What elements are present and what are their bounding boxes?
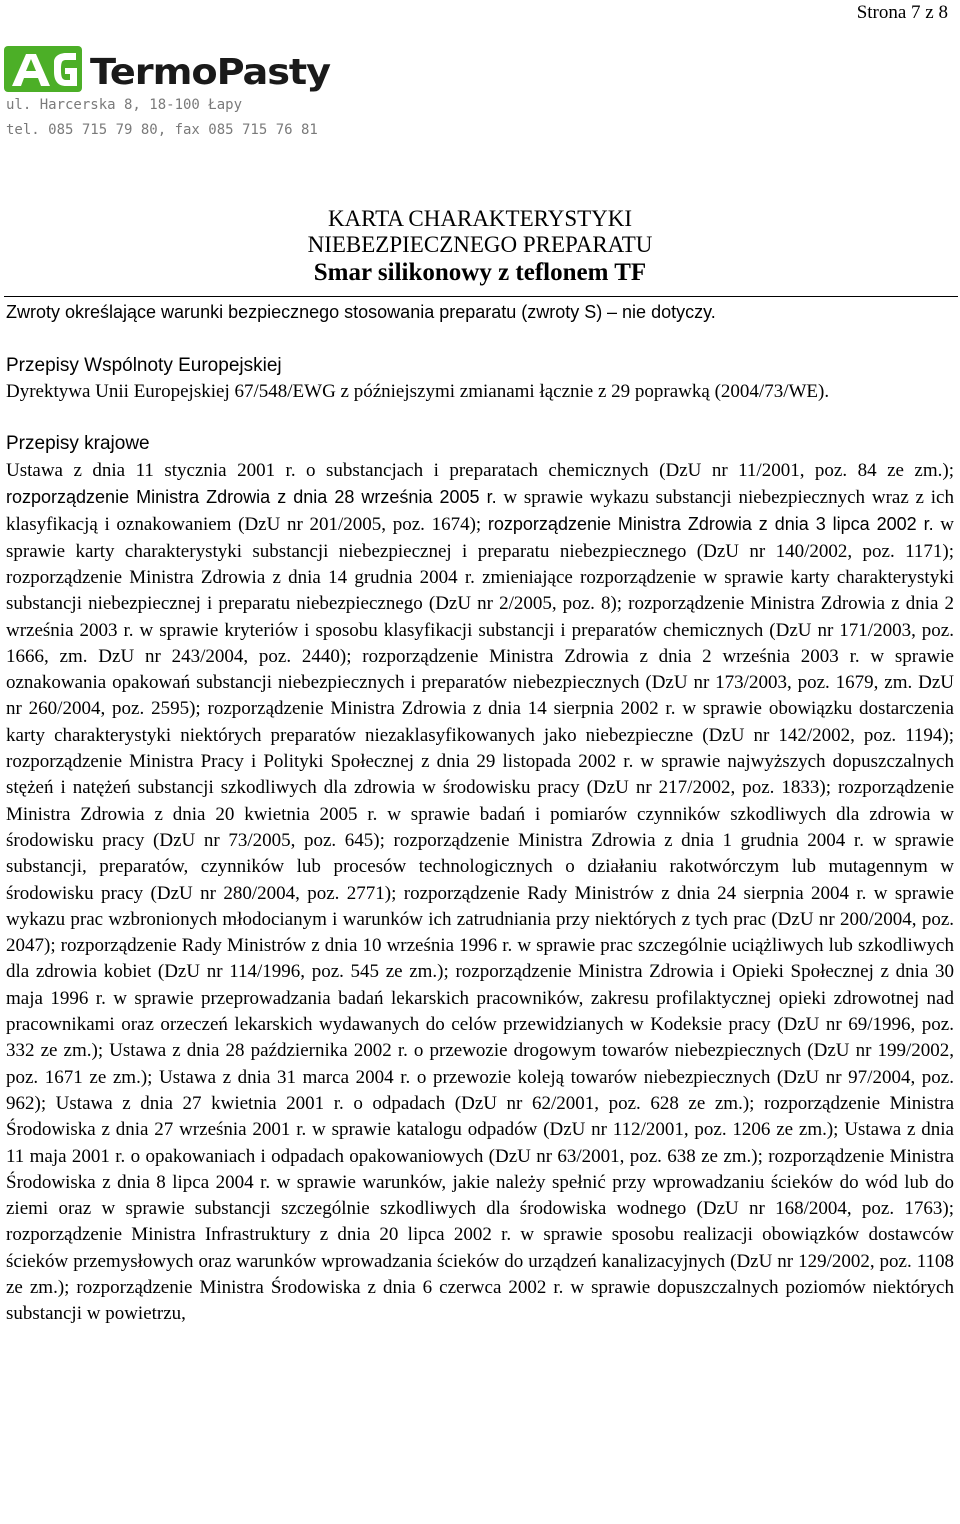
svg-text:TermoPasty: TermoPasty [90,52,331,93]
national-text-1: Ustawa z dnia 11 stycznia 2001 r. o substancjach i preparatach chemicznych (DzU nr 11/2001, poz. 84 ze zm.); [6,459,954,481]
s-phrases-label: Zwroty określające warunki bezpiecznego stosowania preparatu (zwroty S) [6,302,603,322]
header-divider [4,296,958,297]
s-phrases-dash: – [607,302,623,322]
eu-heading: Przepisy Wspólnoty Europejskiej [6,354,282,376]
product-name: Smar silikonowy z teflonem TF [313,259,647,286]
company-logo [4,44,334,96]
document-body [6,299,954,1328]
eu-text: Dyrektywa Unii Europejskiej 67/548/EWG z późniejszymi zmianami łącznie z 29 poprawką (2004/73/WE). [6,380,830,402]
spacer [6,326,954,352]
national-heading: Przepisy krajowe [6,433,150,455]
page-number: Strona 7 z 8 [856,2,948,23]
s-phrases-line [6,299,954,326]
header-line-2: NIEBEZPIECZNEGO PREPARATU [307,232,653,257]
company-address: ul. Harcerska 8, 18-100 Łapy [6,97,243,113]
national-text [6,458,954,1328]
company-phone: tel. 085 715 79 80, fax 085 715 76 81 [6,122,318,138]
national-text-5: w sprawie karty charakterystyki substancji niebezpiecznej i preparatu niebezpiecznego (DzU nr 140/2002, poz. 1171); rozporządzenie Ministra Zdrowia z dnia 14 grudnia 2004 r. zmieniające rozporządzenie w sprawie karty charakterystyki substancji niebezpiecznej i preparatu niebezpiecznego (DzU nr 2/2005, poz. 8); rozporządzenie Ministra Zdrowia z dnia 2 września 2003 r. w sprawie kryteriów i sposobu klasyfikacji substancji i preparatów chemicznych (DzU nr 171/2003, poz. 1666, zm. DzU nr 243/2004, poz. 2440); rozporządzenie Ministra Zdrowia z dnia 2 września 2003 r. w sprawie oznakowania opakowań substancji niebezpiecznych i preparatów niebezpiecznych (DzU nr 173/2003, poz. 1679, zm. DzU nr 260/2004, poz. 2595); rozporządzenie Ministra Zdrowia z dnia 14 sierpnia 2002 r. w sprawie obowiązku dostarczenia karty charakterystyki niektórych preparatów niezaklasyfikowanych jako niebezpieczne (DzU nr 142/2002, poz. 1194); rozporządzenie Ministra Pracy i Polityki Społecznej z dnia 29 listopada 2002 r. w sprawie najwyższych dopuszczalnych stężeń i natężeń substancji szkodliwych dla zdrowia w środowisku pracy (DzU nr 217/2002, poz. 1833); rozporządzenie Ministra Zdrowia z dnia 20 kwietnia 2005 r. w sprawie badań i pomiarów czynników szkodliwych dla zdrowia w środowisku pracy (DzU nr 73/2005, poz. 645); rozporządzenie Ministra Zdrowia z dnia 1 grudnia 2004 r. w sprawie substancji, preparatów, czynników lub procesów technologicznych o działaniu rakotwórczym lub mutagennym w środowisku pracy (DzU nr 280/2004, poz. 2771); rozporządzenie Rady Ministrów z dnia 24 sierpnia 2004 r. w sprawie wykazu prac wzbronionych młodocianym i warunków ich zatrudniania przy niektórych z tych prac (DzU nr 200/2004, poz. 2047); rozporządzenie Rady Ministrów z dnia 10 września 1996 r. w sprawie prac szczególnie uciążliwych lub szkodliwych dla zdrowia kobiet (DzU nr 114/1996, poz. 545 ze zm.); rozporządzenie Ministra Zdrowia i Opieki Społecznej z dnia 30 maja 1996 r. w sprawie przeprowadzania badań lekarskich pracowników, zakresu profilaktycznej opieki zdrowotnej nad pracownikami oraz orzeczeń lekarskich wydawanych do celów przewidzianych w Kodeksie pracy (DzU nr 69/1996, poz. 332 ze zm.); Ustawa z dnia 28 października 2002 r. o przewozie drogowym towarów niebezpiecznych (DzU nr 199/2002, poz. 1671 ze zm.); Ustawa z dnia 31 marca 2004 r. o przewozie koleją towarów niebezpiecznych (DzU nr 97/2004, poz. 962); Ustawa z dnia 27 kwietnia 2001 r. o odpadach (DzU nr 62/2001, poz. 628 ze zm.); rozporządzenie Ministra Środowiska z dnia 27 września 2001 r. w sprawie katalogu odpadów (DzU nr 112/2001, poz. 1206 ze zm.); Ustawa z dnia 11 maja 2001 r. o opakowaniach i odpadach opakowaniowych (DzU nr 63/2001, poz. 638 ze zm.); rozporządzenie Ministra Środowiska z dnia 8 lipca 2004 r. w sprawie warunków, jakie należy spełnić przy wprowadzaniu ścieków do wód lub do ziemi oraz w sprawie substancji szczególnie szkodliwych dla środowiska wodnego (DzU nr 168/2004, poz. 1763); rozporządzenie Ministra Infrastruktury z dnia 20 lipca 2002 r. w sprawie sposobu realizacji obowiązków dostawców ścieków przemysłowych oraz warunków wprowadzania ścieków do urządzeń kanalizacyjnych (DzU nr 129/2002, poz. 1108 ze zm.); rozporządzenie Ministra Środowiska z dnia 6 czerwca 2002 r. w sprawie dopuszczalnych poziomów niektórych substancji w powietrzu, [6,514,955,1325]
spacer [6,405,954,431]
s-phrases-value: nie dotyczy. [622,302,716,322]
header-line-1: KARTA CHARAKTERYSTYKI [327,206,633,231]
national-text-4: rozporządzenie Ministra Zdrowia z dnia 3 lipca 2002 r. [487,514,934,535]
document-header [0,206,960,288]
national-text-3: w sprawie wykazu substancji niebezpiecznych wraz z ich klasyfikacją i oznakowaniem (DzU nr 201/2005, poz. 1674); [6,487,954,536]
national-text-2: rozporządzenie Ministra Zdrowia z dnia 28 września 2005 r. [6,487,497,508]
